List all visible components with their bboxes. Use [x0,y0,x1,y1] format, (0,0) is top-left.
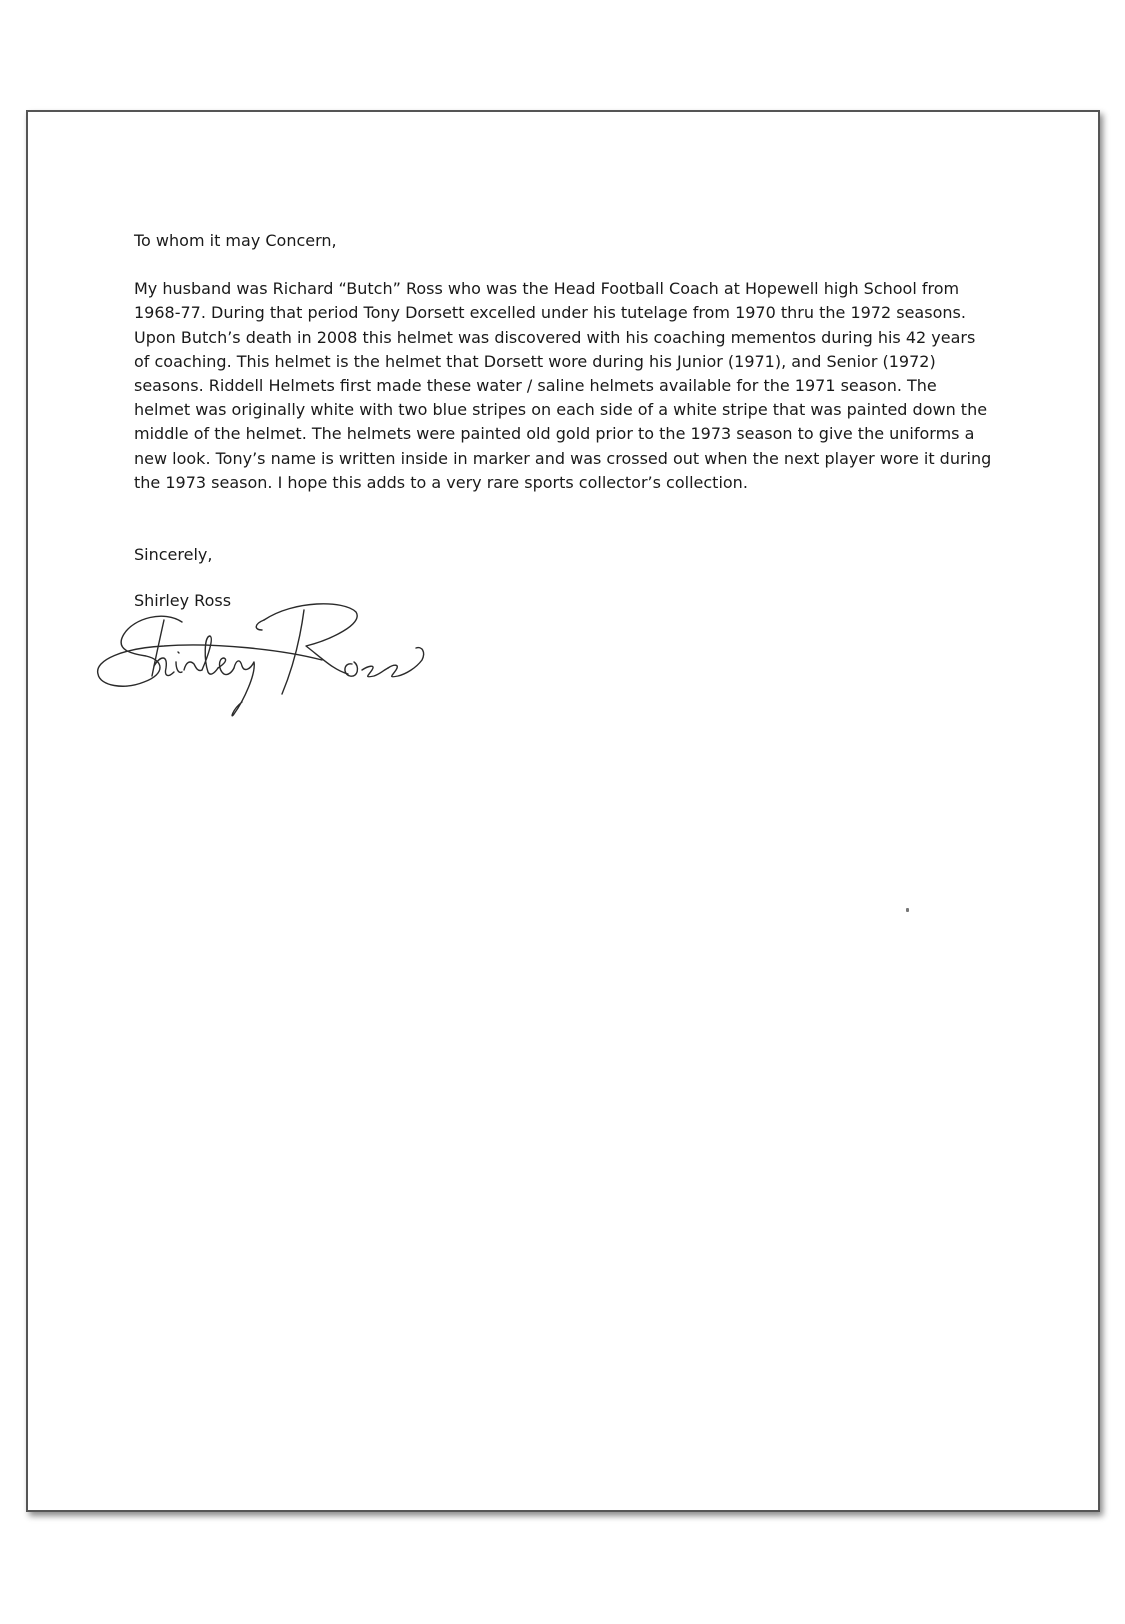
letter-paragraph: My husband was Richard “Butch” Ross who was the Head Football Coach at Hopewell high School from 1968-77. During that period Tony Dorsett excelled under his tutelage from 1970 thru the 1972 seasons. Upon Butch’s death in 2008 this helmet was discovered with his coaching mementos during his 42 years of coaching. This helmet is the helmet that Dorsett wore during his Junior (1971), and Senior (1972) seasons. Riddell Helmets first made these water / saline helmets available for the 1971 season. The helmet was originally white with two blue stripes on each side of a white stripe that was painted down the middle of the helmet. The helmets were painted old gold prior to the 1973 season to give the uniforms a new look. Tony’s name is written inside in marker and was crossed out when the next player wore it during the 1973 season. I hope this adds to a very rare sports collector’s collection. [134,279,992,492]
signer-name: Shirley Ross [134,591,232,611]
letter-body [134,229,994,613]
handwritten-signature [94,590,444,730]
salutation: To whom it may Concern, [134,231,337,250]
closing: Sincerely, [134,545,213,565]
letter-page [26,110,1100,1512]
paper-speck [906,908,909,912]
